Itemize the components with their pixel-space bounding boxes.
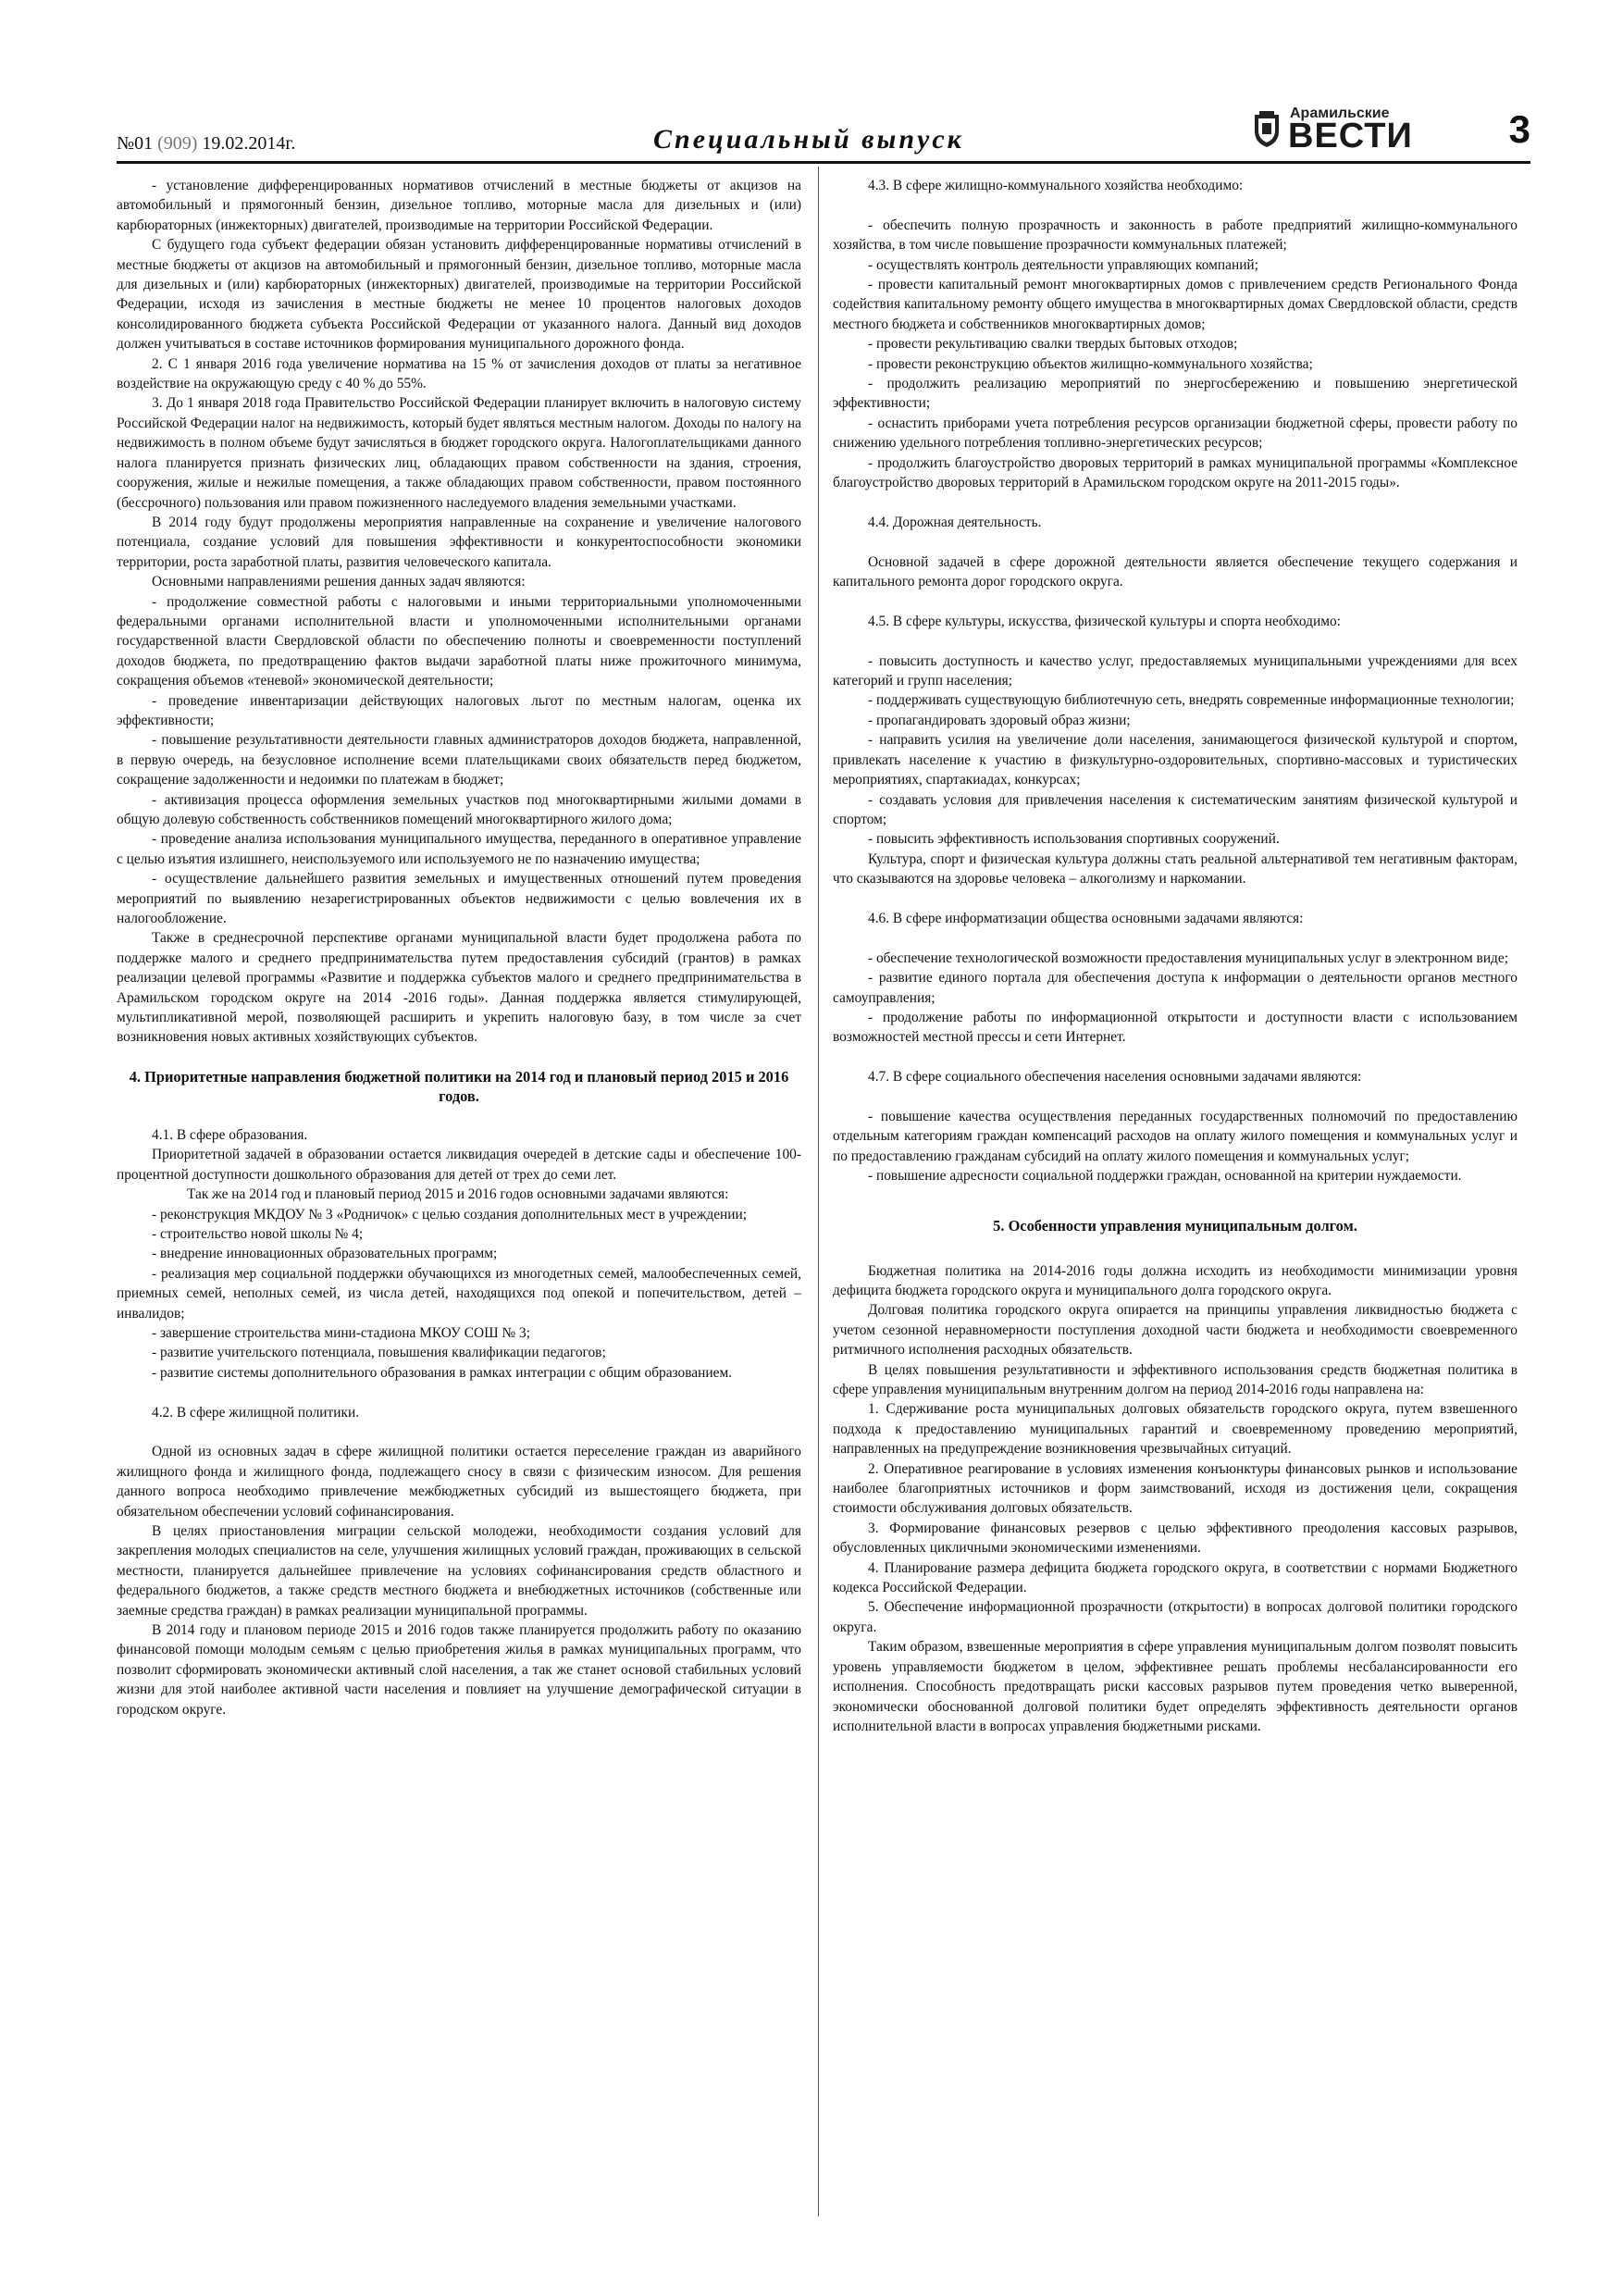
paragraph: - осуществление дальнейшего развития земельных и имущественных отношений путем проведения мероприятий по выявлению незарегистрированных объектов недвижимости с целью вовлечения их в налогообложение. — [117, 871, 801, 927]
paragraph: - проведение инвентаризации действующих налоговых льгот по местным налогам, оценка их эффективности; — [117, 692, 801, 728]
subsection-title: 4.6. В сфере информатизации общества основными задачами являются: — [868, 910, 1304, 926]
coat-of-arms-icon — [1253, 111, 1281, 148]
paragraph: 3. Формирование финансовых резервов с целью эффективного преодоления кассовых разрывов, обусловленных цикличными экономическими изменениями. — [833, 1520, 1518, 1557]
paragraph: - развитие единого портала для обеспечения доступа к информации о деятельности органов местного самоуправления; — [833, 970, 1518, 1006]
paragraph: - активизация процесса оформления земельных участков под многоквартирными жилыми домами в общую долевую собственность собственников помещений многоквартирного жилого дома; — [117, 791, 801, 827]
paragraph: - создавать условия для привлечения населения к систематическим занятиям физической культурой и спортом; — [833, 791, 1518, 827]
paragraph: - обеспечить полную прозрачность и законность в работе предприятий жилищно-коммунального хозяйства, в том числе повышение прозрачности коммунальных платежей; — [833, 217, 1518, 254]
paragraph: - пропагандировать здоровый образ жизни; — [868, 712, 1131, 728]
paragraph: 1. Сдерживание роста муниципальных долговых обязательств городского округа, путем взвешенного подхода к предоставлению муниципальных гарантий и своевременному проведению мероприятий, направленных на предупреждение возникновения чрезвычайных ситуаций. — [833, 1401, 1518, 1458]
paragraph: - повышение адресности социальной поддержки граждан, основанной на критерии нуждаемости. — [868, 1168, 1462, 1185]
paragraph: Также в среднесрочной перспективе органами муниципальной власти будет продолжена работа по поддержке малого и среднего предпринимательства путем предоставления субсидий (грантов) в рамках реализации целевой программы «Развитие и поддержка субъектов малого и среднего предпринимательства в Арамильском городском округе на 2014 -2016 годы». Данная поддержка является стимулирующей, мультипликативной мерой, позволяющей расширить и укрепить налоговую базу, в том числе за счет возникновения новых активных хозяйствующих субъектов. — [117, 930, 801, 1046]
paragraph: Одной из основных задач в сфере жилищной политики остается переселение граждан из аварийного жилищного фонда и жилищного фонда, подлежащего сносу в связи с физическим износом. Для решения данного вопроса необходимо привлечение межбюджетных субсидий из вышестоящего бюджета, при обязательном обеспечении условий софинансирования. — [117, 1444, 801, 1520]
paragraph: - повысить эффективность использования спортивных сооружений. — [868, 831, 1280, 848]
paragraph: В целях приостановления миграции сельской молодежи, необходимости создания условий для закрепления молодых специалистов на селе, улучшения жилищных условий граждан, проживающих в сельской местности, планируется дальнейшее привлечение на условиях софинансирования средств областного и федерального бюджетов, а также средств местного бюджета и внебюджетных источников (собственные или заемные средства граждан) в рамках реализации муниципальной программы. — [117, 1522, 801, 1619]
paragraph: - внедрение инновационных образовательных программ; — [152, 1246, 498, 1262]
subsection-title: 4.7. В сфере социального обеспечения населения основными задачами являются: — [868, 1069, 1362, 1086]
paragraph: - строительство новой школы № 4; — [152, 1225, 364, 1242]
paragraph: - установление дифференцированных нормативов отчислений в местные бюджеты от акцизов на автомобильный и прямогонный бензин, дизельное топливо, моторные масла для дизельных и (или) карбюраторных (инжекторных) двигателей, производимые на территории Российской Федерации. — [117, 178, 801, 233]
paragraph: - провести рекультивацию свалки твердых бытовых отходов; — [868, 336, 1238, 353]
right-column — [833, 176, 1518, 1736]
page-number: 3 — [1508, 107, 1530, 151]
paragraph: Основной задачей в сфере дорожной деятельности является обеспечение текущего содержания и капитального ремонта дорог городского округа. — [833, 553, 1518, 590]
paragraph: - завершение строительства мини-стадиона МКОУ СОШ № 3; — [152, 1324, 530, 1341]
paragraph: - осуществлять контроль деятельности управляющих компаний; — [868, 256, 1258, 273]
special-issue-title: Специальный выпуск — [653, 124, 964, 155]
subsection-title: 4.3. В сфере жилищно-коммунального хозяйства необходимо: — [868, 178, 1244, 193]
paragraph: - оснастить приборами учета потребления ресурсов организации бюджетной сферы, провести работу по снижению удельного потребления топливно-энергетических ресурсов; — [833, 415, 1518, 452]
left-column — [117, 176, 801, 1719]
newspaper-logo — [1253, 105, 1419, 155]
paragraph: - продолжить благоустройство дворовых территорий в рамках муниципальной программы «Комплексное благоустройство дворовых территорий в Арамильском городском округе на 2011-2015 годы». — [833, 454, 1518, 491]
paragraph: - повысить доступность и качество услуг, предоставляемых муниципальными учреждениями для всех категорий и групп населения; — [833, 652, 1518, 689]
paragraph: - развитие учительского потенциала, повышения квалификации педагогов; — [152, 1345, 606, 1361]
paragraph: - реализация мер социальной поддержки обучающихся из многодетных семей, малообеспеченных семей, приемных семей, неполных семей, из числа детей, находящихся под опекой и попечительством, детей – инвалидов; — [117, 1265, 801, 1322]
issue-date: 19.02.2014г. — [197, 133, 296, 154]
subsection-title: 4.2. В сфере жилищной политики. — [152, 1404, 360, 1421]
paragraph: 2. Оперативное реагирование в условиях изменения конъюнктуры финансовых рынков и использование наиболее благоприятных источников и форм заимствований, исходя из достижения цели, сокращения стоимости обслуживания долговых обязательств. — [833, 1460, 1518, 1517]
paragraph: 5. Обеспечение информационной прозрачности (открытости) в вопросах долговой политики городского округа. — [833, 1599, 1518, 1635]
paragraph: Таким образом, взвешенные мероприятия в сфере управления муниципальным долгом позволят повысить уровень управляемости бюджетом в целом, эффективнее решать проблемы несбалансированности его исполнения. Способность предотвращать риски кассовых разрывов путем проведения четко выверенной, экономически обоснованной долговой политики будет определять эффективность деятельности органов исполнительной власти в вопросах управления бюджетными рисками. — [833, 1639, 1518, 1734]
logo-subtitle: Арамильские — [1290, 105, 1390, 121]
paragraph: Так же на 2014 год и плановый период 2015 и 2016 годов основными задачами являются: — [187, 1186, 729, 1203]
paragraph: Долговая политика городского округа опирается на принципы управления ликвидностью бюджета с учетом сезонной неравномерности поступления доходной части бюджета и необходимости своевременного ритмичного исполнения расходных обязательств. — [833, 1302, 1518, 1359]
paragraph: Культура, спорт и физическая культура должны стать реальной альтернативой тем негативным факторам, что сказываются на здоровье человека – алкоголизму и наркомании. — [833, 850, 1518, 887]
section-heading-4: 4. Приоритетные направления бюджетной политики на 2014 год и плановый период 2015 и 2016 годов. — [129, 1067, 789, 1105]
paragraph: - направить усилия на увеличение доли населения, занимающегося физической культурой и спортом, привлекать население к участию в физкультурно-оздоровительных, спортивно-массовых и туристических мероприятиях, спартакиадах, конкурсах; — [833, 732, 1518, 788]
subsection-title: 4.5. В сфере культуры, искусства, физической культуры и спорта необходимо: — [868, 613, 1341, 629]
paragraph: Основными направлениями решения данных задач являются: — [152, 574, 526, 590]
paragraph: Приоритетной задачей в образовании остается ликвидация очередей в детские сады и обеспечение 100-процентной доступности дошкольного образования для детей от трех до семи лет. — [117, 1147, 801, 1183]
paragraph: - реконструкция МКДОУ № 3 «Родничок» с целью создания дополнительных мест в учреждении; — [152, 1206, 748, 1222]
section-heading-5: 5. Особенности управления муниципальным долгом. — [993, 1216, 1357, 1235]
issue-number: №01 — [117, 133, 158, 154]
paragraph: - повышение результативности деятельности главных администраторов доходов бюджета, направленной, в первую очередь, на безусловное исполнение всеми плательщиками своих обязательств перед бюджетом, сокращение задолженности и недоимки по платежам в бюджет; — [117, 732, 801, 788]
logo-title: ВЕСТИ — [1288, 117, 1413, 155]
column-divider — [818, 167, 819, 2216]
paragraph: - провести реконструкцию объектов жилищно-коммунального хозяйства; — [868, 355, 1313, 372]
paragraph: 2. С 1 января 2016 года увеличение норматива на 15 % от зачисления доходов от платы за негативное воздействие на окружающую среду с 40 % до 55%. — [117, 355, 801, 392]
issue-info — [117, 133, 295, 155]
page-header — [117, 102, 1530, 159]
paragraph: С будущего года субъект федерации обязан установить дифференцированные нормативы отчислений в местные бюджеты от акцизов на автомобильный и прямогонный бензин, дизельное топливо, моторные масла для дизельных и (или) карбюраторных (инжекторных) двигателей, производимые на территории Российской Федерации, исходя из зачисления в местные бюджеты не менее 10 процентов налоговых доходов консолидированного бюджета субъекта Российской Федерации от указанного налога. Данный вид доходов должен учитываться в составе источников формирования муниципального дорожного фонда. — [117, 237, 801, 353]
paragraph: - продолжение совместной работы с налоговыми и иными территориальными уполномоченными федеральными органами исполнительной власти и уполномоченными исполнительными органами государственной власти Свердловской области по обеспечению полноты и своевременности поступлений доходов бюджета, по предотвращению фактов выдачи заработной платы ниже прожиточного минимума, сокращения объемов «теневой» экономической деятельности; — [117, 593, 801, 689]
paragraph: - продолжение работы по информационной открытости и доступности власти с использованием возможностей местной прессы и сети Интернет. — [833, 1009, 1518, 1046]
paragraph: 3. До 1 января 2018 года Правительство Российской Федерации планирует включить в налоговую систему Российской Федерации налог на недвижимость, который будет являться местным налогом. Доходы по налогу на недвижимость в полном объеме будут зачисляться в бюджет городского округа. Налогоплательщиками данного налога планируется признать физических лиц, обладающих правом собственности на здания, строения, сооружения, жилые и нежилые помещения, а также обладающих правом собственности, правом постоянного (бессрочного) пользования или правом пожизненного наследуемого владения земельными участками. — [117, 395, 801, 511]
paragraph: - поддерживать существующую библиотечную сеть, внедрять современные информационные технологии; — [868, 692, 1515, 709]
paragraph: - продолжить реализацию мероприятий по энергосбережению и повышению энергетической эффективности; — [833, 376, 1518, 412]
paragraph: В целях повышения результативности и эффективного использования средств бюджетная политика в сфере управления муниципальным внутренним долгом на период 2014-2016 годы направлена на: — [833, 1361, 1518, 1398]
paragraph: - развитие системы дополнительного образования в рамках интеграции с общим образованием. — [152, 1364, 733, 1381]
paragraph: В 2014 году будут продолжены мероприятия направленные на сохранение и увеличение налогового потенциала, создание условий для повышения эффективности и конкурентоспособности экономики территории, роста заработной платы, развития человеческого капитала. — [117, 514, 801, 570]
paragraph: - повышение качества осуществления переданных государственных полномочий по предоставлению отдельным категориям граждан компенсаций расходов на оплату жилого помещения и коммунальных услуг и по предоставлению гражданам субсидий на оплату жилого помещения и коммунальных услуг; — [833, 1108, 1518, 1164]
issue-total-number: (909) — [157, 133, 198, 154]
paragraph: В 2014 году и плановом периоде 2015 и 2016 годов также планируется продолжить работу по оказанию финансовой помощи молодым семьям с целью приобретения жилья в рамках муниципальных программ, что позволит сформировать экономически активный слой населения, а так же станет основой стабильных условий жизни для этой наиболее активной части населения и повлияет на улучшение демографической ситуации в городском округе. — [117, 1622, 801, 1718]
paragraph: - проведение анализа использования муниципального имущества, переданного в оперативное управление с целью изъятия излишнего, неиспользуемого или используемого не по назначению имущества; — [117, 831, 801, 867]
paragraph: - провести капитальный ремонт многоквартирных домов с привлечением средств Регионального Фонда содействия капитальному ремонту общего имущества в многоквартирных домах Свердловской области, средств местного бюджета и собственников многоквартирных домов; — [833, 277, 1518, 332]
subsection-title: 4.1. В сфере образования. — [152, 1126, 308, 1143]
paragraph: Бюджетная политика на 2014-2016 годы должна исходить из необходимости минимизации уровня дефицита бюджета городского округа и муниципального долга городского округа. — [833, 1262, 1518, 1298]
header-divider — [117, 161, 1530, 164]
paragraph: 4. Планирование размера дефицита бюджета городского округа, в соответствии с нормами Бюджетного кодекса Российской Федерации. — [833, 1559, 1518, 1596]
subsection-title: 4.4. Дорожная деятельность. — [868, 514, 1042, 530]
paragraph: - обеспечение технологической возможности предоставления муниципальных услуг в электронном виде; — [868, 949, 1508, 966]
